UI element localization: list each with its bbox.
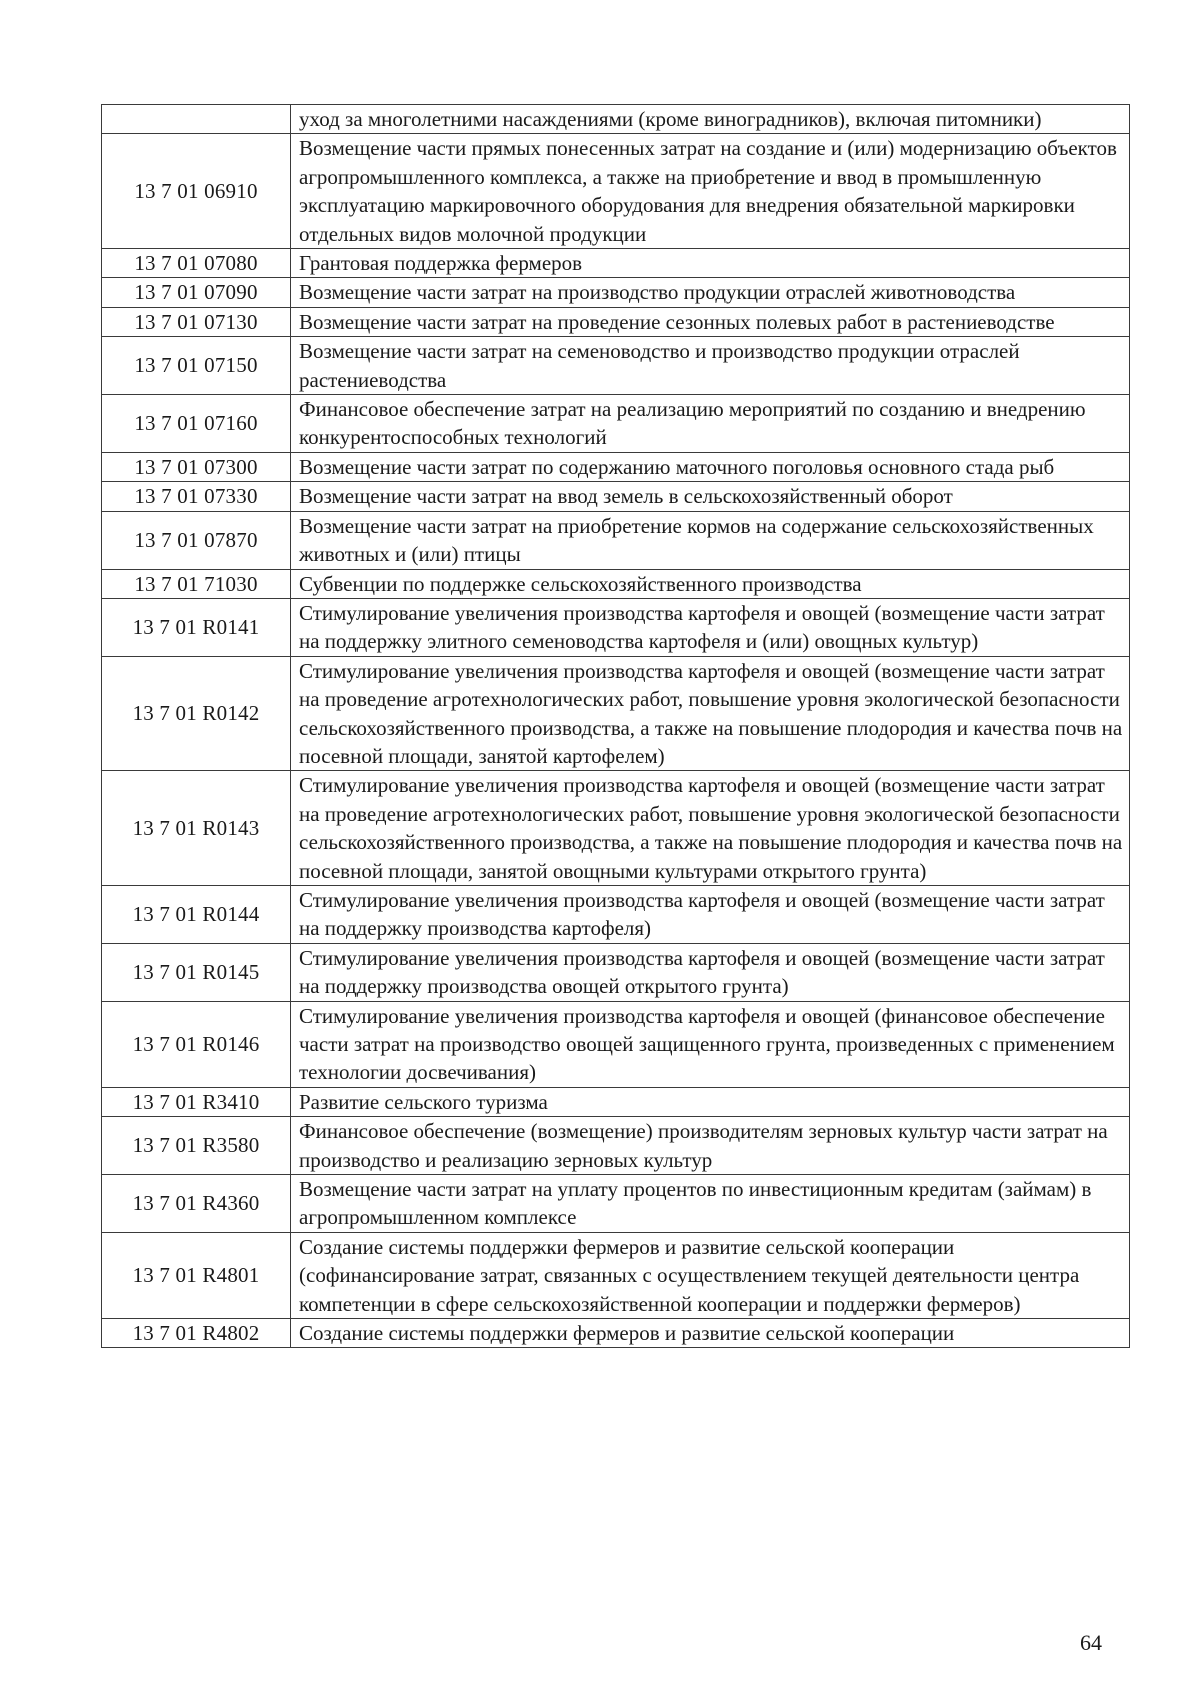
table-row (102, 1175, 1130, 1233)
document-page (101, 104, 1129, 1348)
table-row (102, 1117, 1130, 1175)
table-row (102, 105, 1130, 134)
code-cell: 13 7 01 R4802 (102, 1319, 291, 1348)
code-cell: 13 7 01 R0143 (102, 771, 291, 886)
description-cell: Развитие сельского туризма (291, 1087, 1130, 1116)
description-cell: Возмещение части затрат на семеноводство и производство продукции отраслей растениеводства (291, 337, 1130, 395)
code-cell: 13 7 01 R4360 (102, 1175, 291, 1233)
table-row (102, 249, 1130, 278)
table-row (102, 511, 1130, 569)
description-cell: Стимулирование увеличения производства картофеля и овощей (возмещение части затрат на поддержку производства овощей открытого грунта) (291, 943, 1130, 1001)
table-row (102, 1087, 1130, 1116)
table-row (102, 452, 1130, 481)
code-cell: 13 7 01 R0146 (102, 1001, 291, 1087)
description-cell: Возмещение части затрат на уплату процентов по инвестиционным кредитам (займам) в агропромышленном комплексе (291, 1175, 1130, 1233)
table-row (102, 482, 1130, 511)
description-cell: Стимулирование увеличения производства картофеля и овощей (возмещение части затрат на проведение агротехнологических работ, повышение уровня экологической безопасности сельскохозяйственного производства, а также на повышение плодородия и качества почв на посевной площади, занятой овощными культурами открытого грунта) (291, 771, 1130, 886)
description-cell: Возмещение части прямых понесенных затрат на создание и (или) модернизацию объектов агропромышленного комплекса, а также на приобретение и ввод в промышленную эксплуатацию маркировочного оборудования для внедрения обязательной маркировки отдельных видов молочной продукции (291, 134, 1130, 249)
table-row (102, 943, 1130, 1001)
table-row (102, 337, 1130, 395)
description-cell: Стимулирование увеличения производства картофеля и овощей (возмещение части затрат на поддержку элитного семеноводства картофеля и (или) овощных культур) (291, 598, 1130, 656)
code-cell: 13 7 01 06910 (102, 134, 291, 249)
table-row (102, 307, 1130, 336)
code-cell: 13 7 01 R3580 (102, 1117, 291, 1175)
table-row (102, 278, 1130, 307)
code-cell (102, 105, 291, 134)
description-cell: Стимулирование увеличения производства картофеля и овощей (возмещение части затрат на поддержку производства картофеля) (291, 885, 1130, 943)
description-cell: уход за многолетними насаждениями (кроме виноградников), включая питомники) (291, 105, 1130, 134)
code-cell: 13 7 01 R0145 (102, 943, 291, 1001)
code-cell: 13 7 01 07090 (102, 278, 291, 307)
table-row (102, 885, 1130, 943)
table-row (102, 134, 1130, 249)
code-cell: 13 7 01 R3410 (102, 1087, 291, 1116)
description-cell: Возмещение части затрат на проведение сезонных полевых работ в растениеводстве (291, 307, 1130, 336)
code-cell: 13 7 01 07080 (102, 249, 291, 278)
page-number: 64 (1080, 1630, 1102, 1655)
code-cell: 13 7 01 07300 (102, 452, 291, 481)
table-row (102, 771, 1130, 886)
description-cell: Грантовая поддержка фермеров (291, 249, 1130, 278)
code-cell: 13 7 01 R0144 (102, 885, 291, 943)
description-cell: Возмещение части затрат на производство продукции отраслей животноводства (291, 278, 1130, 307)
description-cell: Финансовое обеспечение (возмещение) производителям зерновых культур части затрат на производство и реализацию зерновых культур (291, 1117, 1130, 1175)
description-cell: Создание системы поддержки фермеров и развитие сельской кооперации (софинансирование затрат, связанных с осуществлением текущей деятельности центра компетенции в сфере сельскохозяйственной кооперации и поддержки фермеров) (291, 1232, 1130, 1318)
code-cell: 13 7 01 71030 (102, 569, 291, 598)
table-row (102, 1001, 1130, 1087)
description-cell: Субвенции по поддержке сельскохозяйственного производства (291, 569, 1130, 598)
table-row (102, 656, 1130, 771)
table-row (102, 598, 1130, 656)
budget-codes-table (101, 104, 1130, 1348)
description-cell: Финансовое обеспечение затрат на реализацию мероприятий по созданию и внедрению конкурентоспособных технологий (291, 395, 1130, 453)
table-row (102, 1319, 1130, 1348)
table-row (102, 395, 1130, 453)
code-cell: 13 7 01 07130 (102, 307, 291, 336)
code-cell: 13 7 01 R0141 (102, 598, 291, 656)
code-cell: 13 7 01 R0142 (102, 656, 291, 771)
description-cell: Возмещение части затрат на приобретение кормов на содержание сельскохозяйственных животных и (или) птицы (291, 511, 1130, 569)
description-cell: Стимулирование увеличения производства картофеля и овощей (финансовое обеспечение части затрат на производство овощей защищенного грунта, произведенных с применением технологии досвечивания) (291, 1001, 1130, 1087)
table-row (102, 1232, 1130, 1318)
table-row (102, 569, 1130, 598)
code-cell: 13 7 01 07150 (102, 337, 291, 395)
description-cell: Стимулирование увеличения производства картофеля и овощей (возмещение части затрат на проведение агротехнологических работ, повышение уровня экологической безопасности сельскохозяйственного производства, а также на повышение плодородия и качества почв на посевной площади, занятой картофелем) (291, 656, 1130, 771)
code-cell: 13 7 01 07330 (102, 482, 291, 511)
code-cell: 13 7 01 07870 (102, 511, 291, 569)
code-cell: 13 7 01 R4801 (102, 1232, 291, 1318)
description-cell: Создание системы поддержки фермеров и развитие сельской кооперации (291, 1319, 1130, 1348)
description-cell: Возмещение части затрат по содержанию маточного поголовья основного стада рыб (291, 452, 1130, 481)
description-cell: Возмещение части затрат на ввод земель в сельскохозяйственный оборот (291, 482, 1130, 511)
code-cell: 13 7 01 07160 (102, 395, 291, 453)
